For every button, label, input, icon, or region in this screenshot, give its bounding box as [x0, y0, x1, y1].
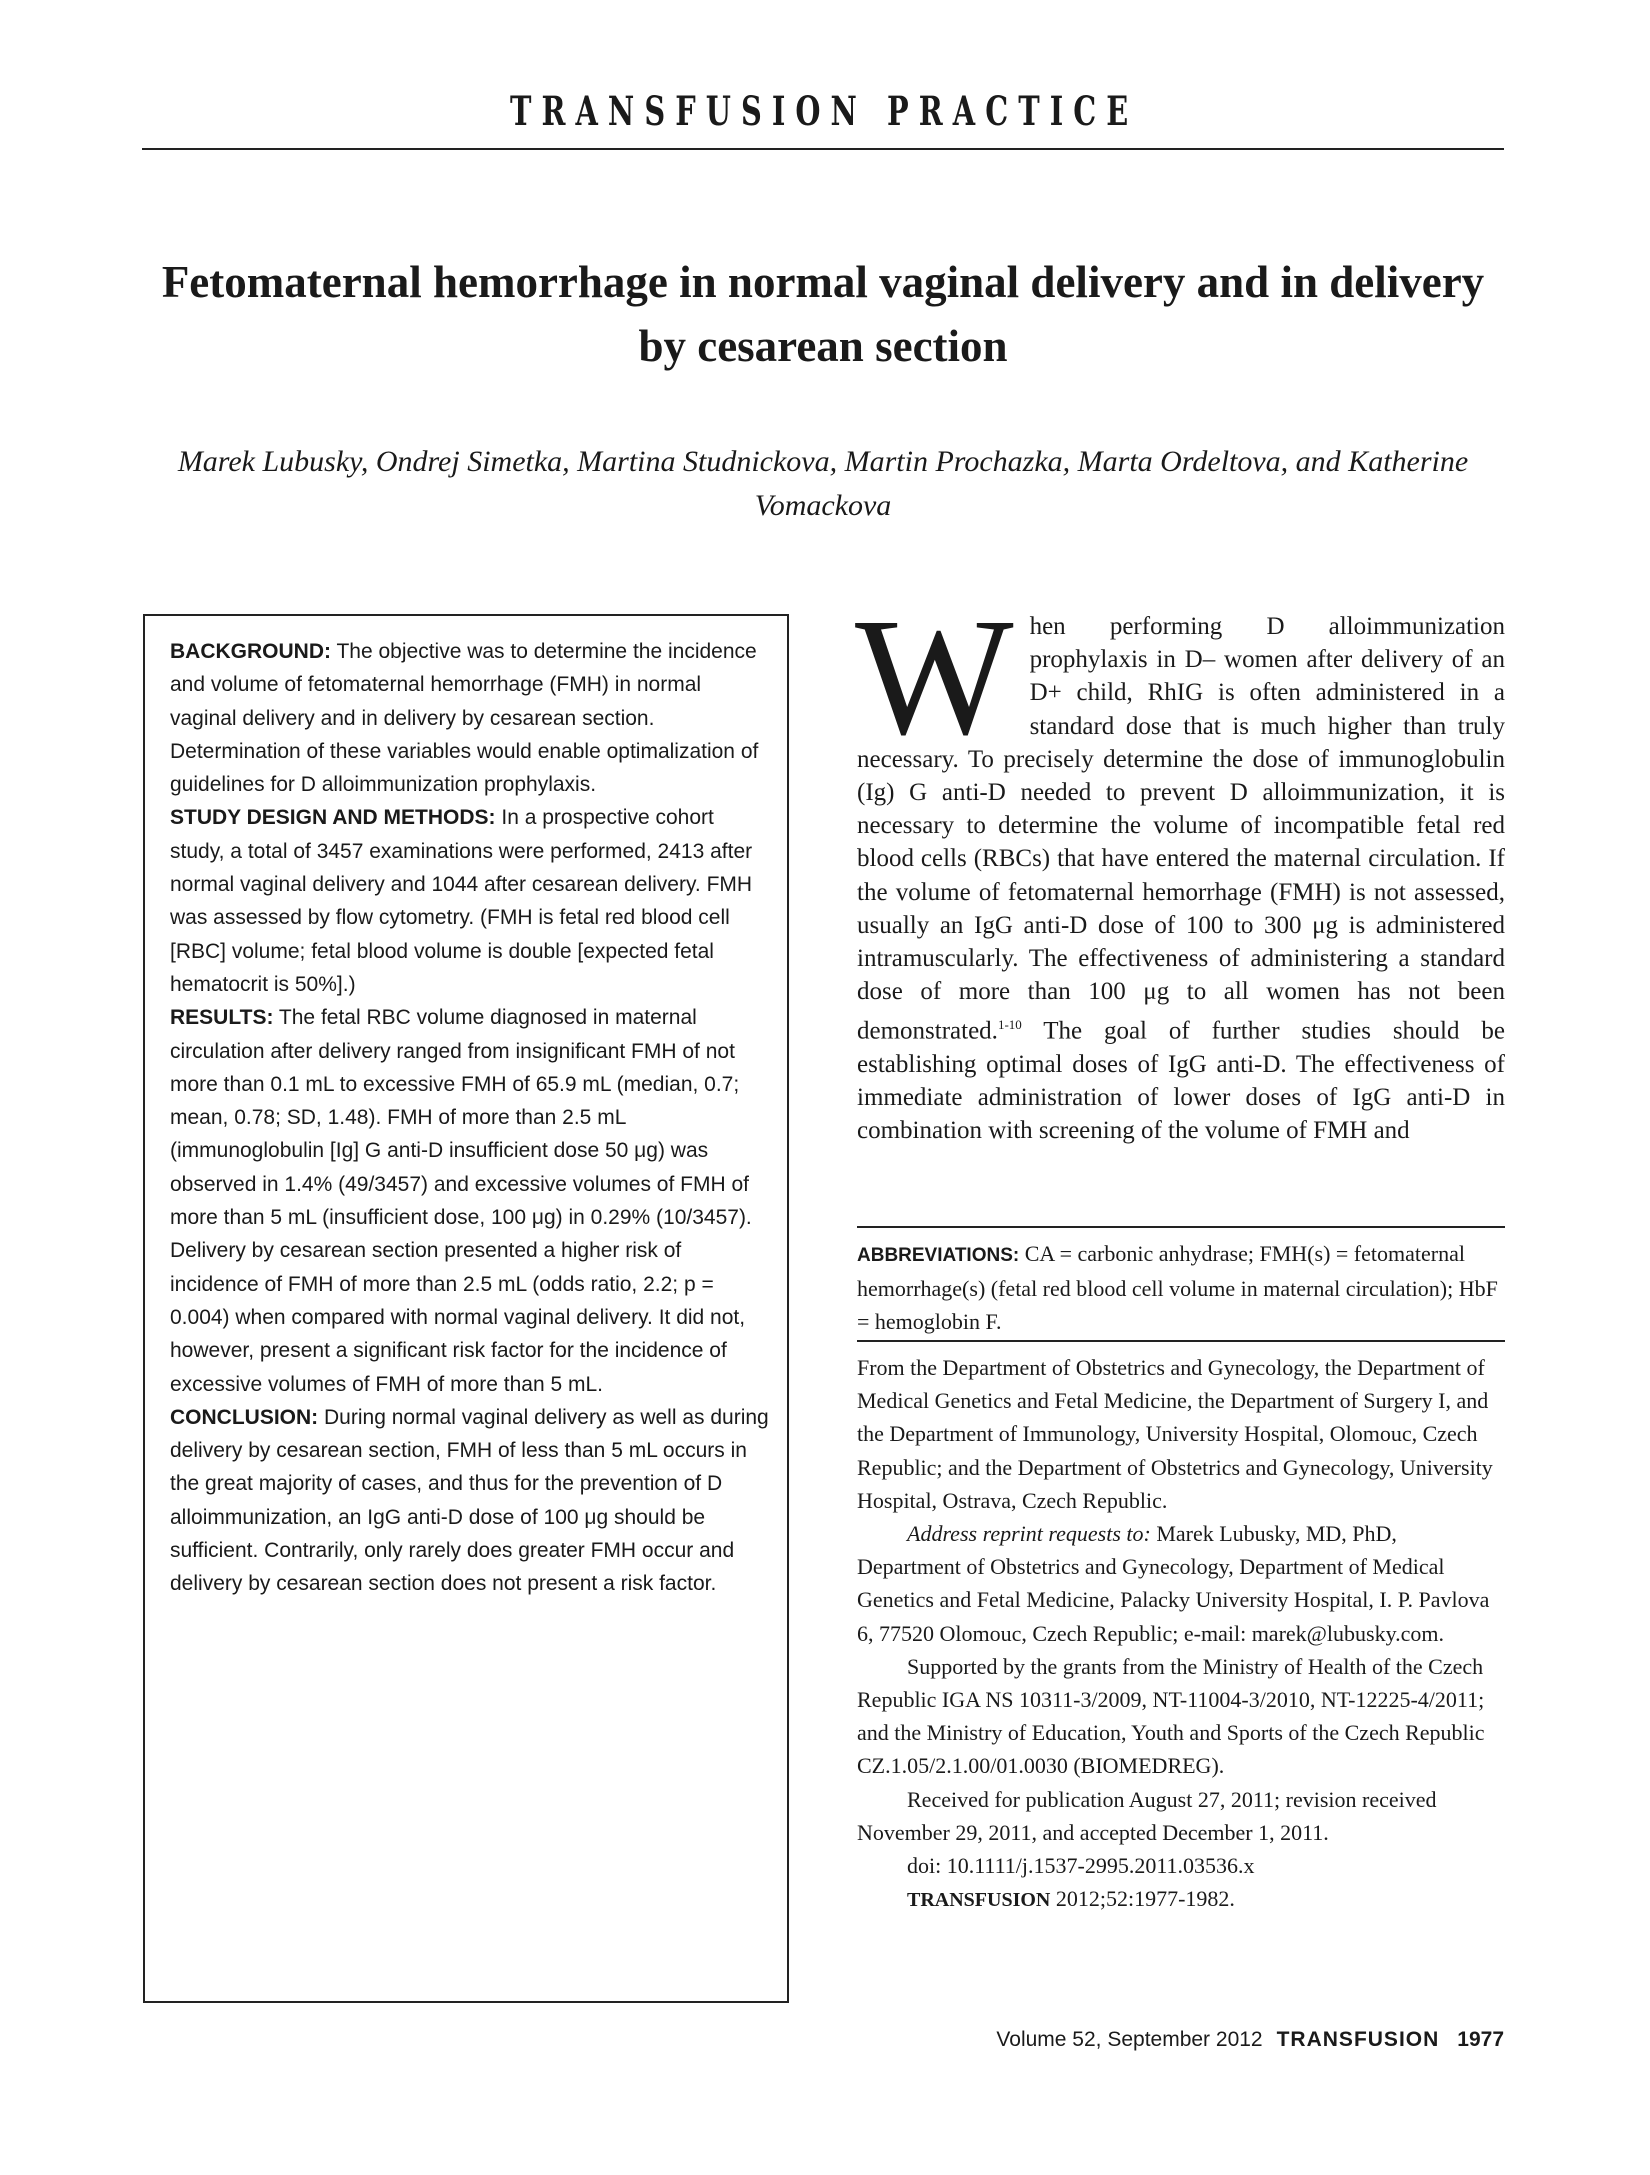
abstract-background-text: The objective was to determine the incidence and volume of fetomaternal hemorrhage (FMH) in normal vaginal delivery and in delivery by cesarean section. Determination of these variables would enable optimalization of guidelines for D alloimmunization prophylaxis. — [170, 640, 759, 797]
funding-note: Supported by the grants from the Ministry of Health of the Czech Republic IGA NS 10311-3/2009, NT-11004-3/2010, NT-12225-4/2011; and the Ministry of Education, Youth and Sports of the Czech Republic CZ.1.05/2.1.00/01.0030 (BIOMEDREG). — [857, 1653, 1485, 1779]
abbreviations — [857, 1237, 1505, 1338]
section-header: TRANSFUSION PRACTICE — [509, 88, 1139, 135]
affiliation-notes — [857, 1351, 1505, 1917]
abstract-background-label: BACKGROUND: — [170, 640, 331, 663]
citation — [857, 1882, 1505, 1917]
introduction — [855, 584, 1505, 1148]
abstract-conclusion — [170, 1401, 770, 1601]
abstract-methods-text: In a prospective cohort study, a total of 3457 examinations were performed, 2413 after normal vaginal delivery and 1044 after cesarean delivery. FMH was assessed by flow cytometry. (FMH is fetal red blood cell [RBC] volume; fetal blood volume is double [expected fetal hematocrit is 50%].) — [170, 806, 753, 996]
footer-volume: Volume 52, September 2012 — [996, 2028, 1263, 2051]
author-list: Marek Lubusky, Ondrej Simetka, Martina Studnickova, Martin Prochazka, Marta Ordeltova, and Katherine Vomackova — [177, 445, 1469, 522]
page-footer — [996, 2028, 1504, 2052]
intro-text-2: The goal of further studies should be establishing optimal doses of IgG anti-D. The effectiveness of immediate administration of lower doses of IgG anti-D in combination with screening of the volume of FMH and — [857, 1017, 1505, 1145]
abstract-methods — [170, 801, 770, 1001]
received-dates: Received for publication August 27, 2011; revision received November 29, 2011, and accepted December 1, 2011. — [857, 1786, 1437, 1845]
abstract-results-label: RESULTS: — [170, 1006, 274, 1030]
abstract — [170, 635, 770, 1601]
drop-cap: W — [855, 584, 1014, 770]
abbreviations-rule-top — [857, 1226, 1505, 1228]
abstract-conclusion-text: During normal vaginal delivery as well as during delivery by cesarean section, FMH of less than 5 mL occurs in the great majority of cases, and thus for the prevention of D alloimmunization, an IgG anti-D dose of 100 μg should be sufficient. Contrarily, only rarely does greater FMH occur and delivery by cesarean section does not present a risk factor. — [170, 1405, 769, 1596]
reprint-address — [857, 1517, 1505, 1650]
footer-journal: TRANSFUSION — [1276, 2028, 1440, 2051]
abstract-conclusion-label: CONCLUSION: — [170, 1405, 319, 1429]
intro-paragraph — [855, 584, 1505, 1148]
affiliation-from: From the Department of Obstetrics and Gynecology, the Department of Medical Genetics and Fetal Medicine, the Department of Surgery I, and the Department of Immunology, University Hospital, Olomouc, Czech Republic; and the Department of Obstetrics and Gynecology, University Hospital, Ostrava, Czech Republic. — [857, 1355, 1493, 1513]
abstract-methods-label: STUDY DESIGN AND METHODS: — [170, 806, 496, 830]
reprint-address-text: Marek Lubusky, MD, PhD, Department of Obstetrics and Gynecology, Department of Medical Genetics and Fetal Medicine, Palacky University Hospital, I. P. Pavlova 6, 77520 Olomouc, Czech Republic; e-mail: marek@lubusky.com. — [857, 1521, 1490, 1646]
header-rule — [142, 148, 1504, 150]
abbreviations-rule-bottom — [857, 1340, 1505, 1342]
citation-ref: 1-10 — [997, 1017, 1022, 1033]
article-title: Fetomaternal hemorrhage in normal vaginal delivery and in delivery by cesarean section — [161, 257, 1485, 371]
intro-text-1: hen performing D alloimmunization prophylaxis in D– women after delivery of an D+ child, RhIG is often administered in a standard dose that is much higher than truly necessary. To precisely determine the dose of immunoglobulin (Ig) G anti-D needed to prevent D alloimmunization, it is necessary to determine the volume of incompatible fetal red blood cells (RBCs) that have entered the maternal circulation. If the volume of fetomaternal hemorrhage (FMH) is not assessed, usually an IgG anti-D dose of 100 to 300 μg is administered intramuscularly. The effectiveness of administering a standard dose of more than 100 μg to all women has not been demonstrated. — [857, 613, 1505, 1045]
abstract-results-text: The fetal RBC volume diagnosed in maternal circulation after delivery ranged from insignificant FMH of not more than 0.1 mL to excessive FMH of 65.9 mL (median, 0.7; mean, 0.78; SD, 1.48). FMH of more than 2.5 mL (immunoglobulin [Ig] G anti-D insufficient dose 50 μg) was observed in 1.4% (49/3457) and excessive volumes of FMH of more than 5 mL (insufficient dose, 100 μg) in 0.29% (10/3457). Delivery by cesarean section presented a higher risk of incidence of FMH of more than 2.5 mL (odds ratio, 2.2; p = 0.004) when compared with normal vaginal delivery. It did not, however, present a significant risk factor for the incidence of excessive volumes of FMH of more than 5 mL. — [170, 1006, 752, 1396]
doi: doi: 10.1111/j.1537-2995.2011.03536.x — [907, 1853, 1255, 1879]
abstract-results — [170, 1001, 770, 1401]
citation-journal: TRANSFUSION — [907, 1889, 1051, 1912]
reprint-address-label: Address reprint requests to: — [907, 1521, 1151, 1547]
citation-rest: 2012;52:1977-1982. — [1050, 1886, 1235, 1912]
abstract-background — [170, 635, 770, 801]
abbreviations-label: ABBREVIATIONS: — [857, 1245, 1020, 1266]
abbreviations-text: CA = carbonic anhydrase; FMH(s) = fetomaternal hemorrhage(s) (fetal red blood cell volume in maternal circulation); HbF = hemoglobin F. — [857, 1241, 1498, 1334]
page-number: 1977 — [1457, 2028, 1504, 2051]
